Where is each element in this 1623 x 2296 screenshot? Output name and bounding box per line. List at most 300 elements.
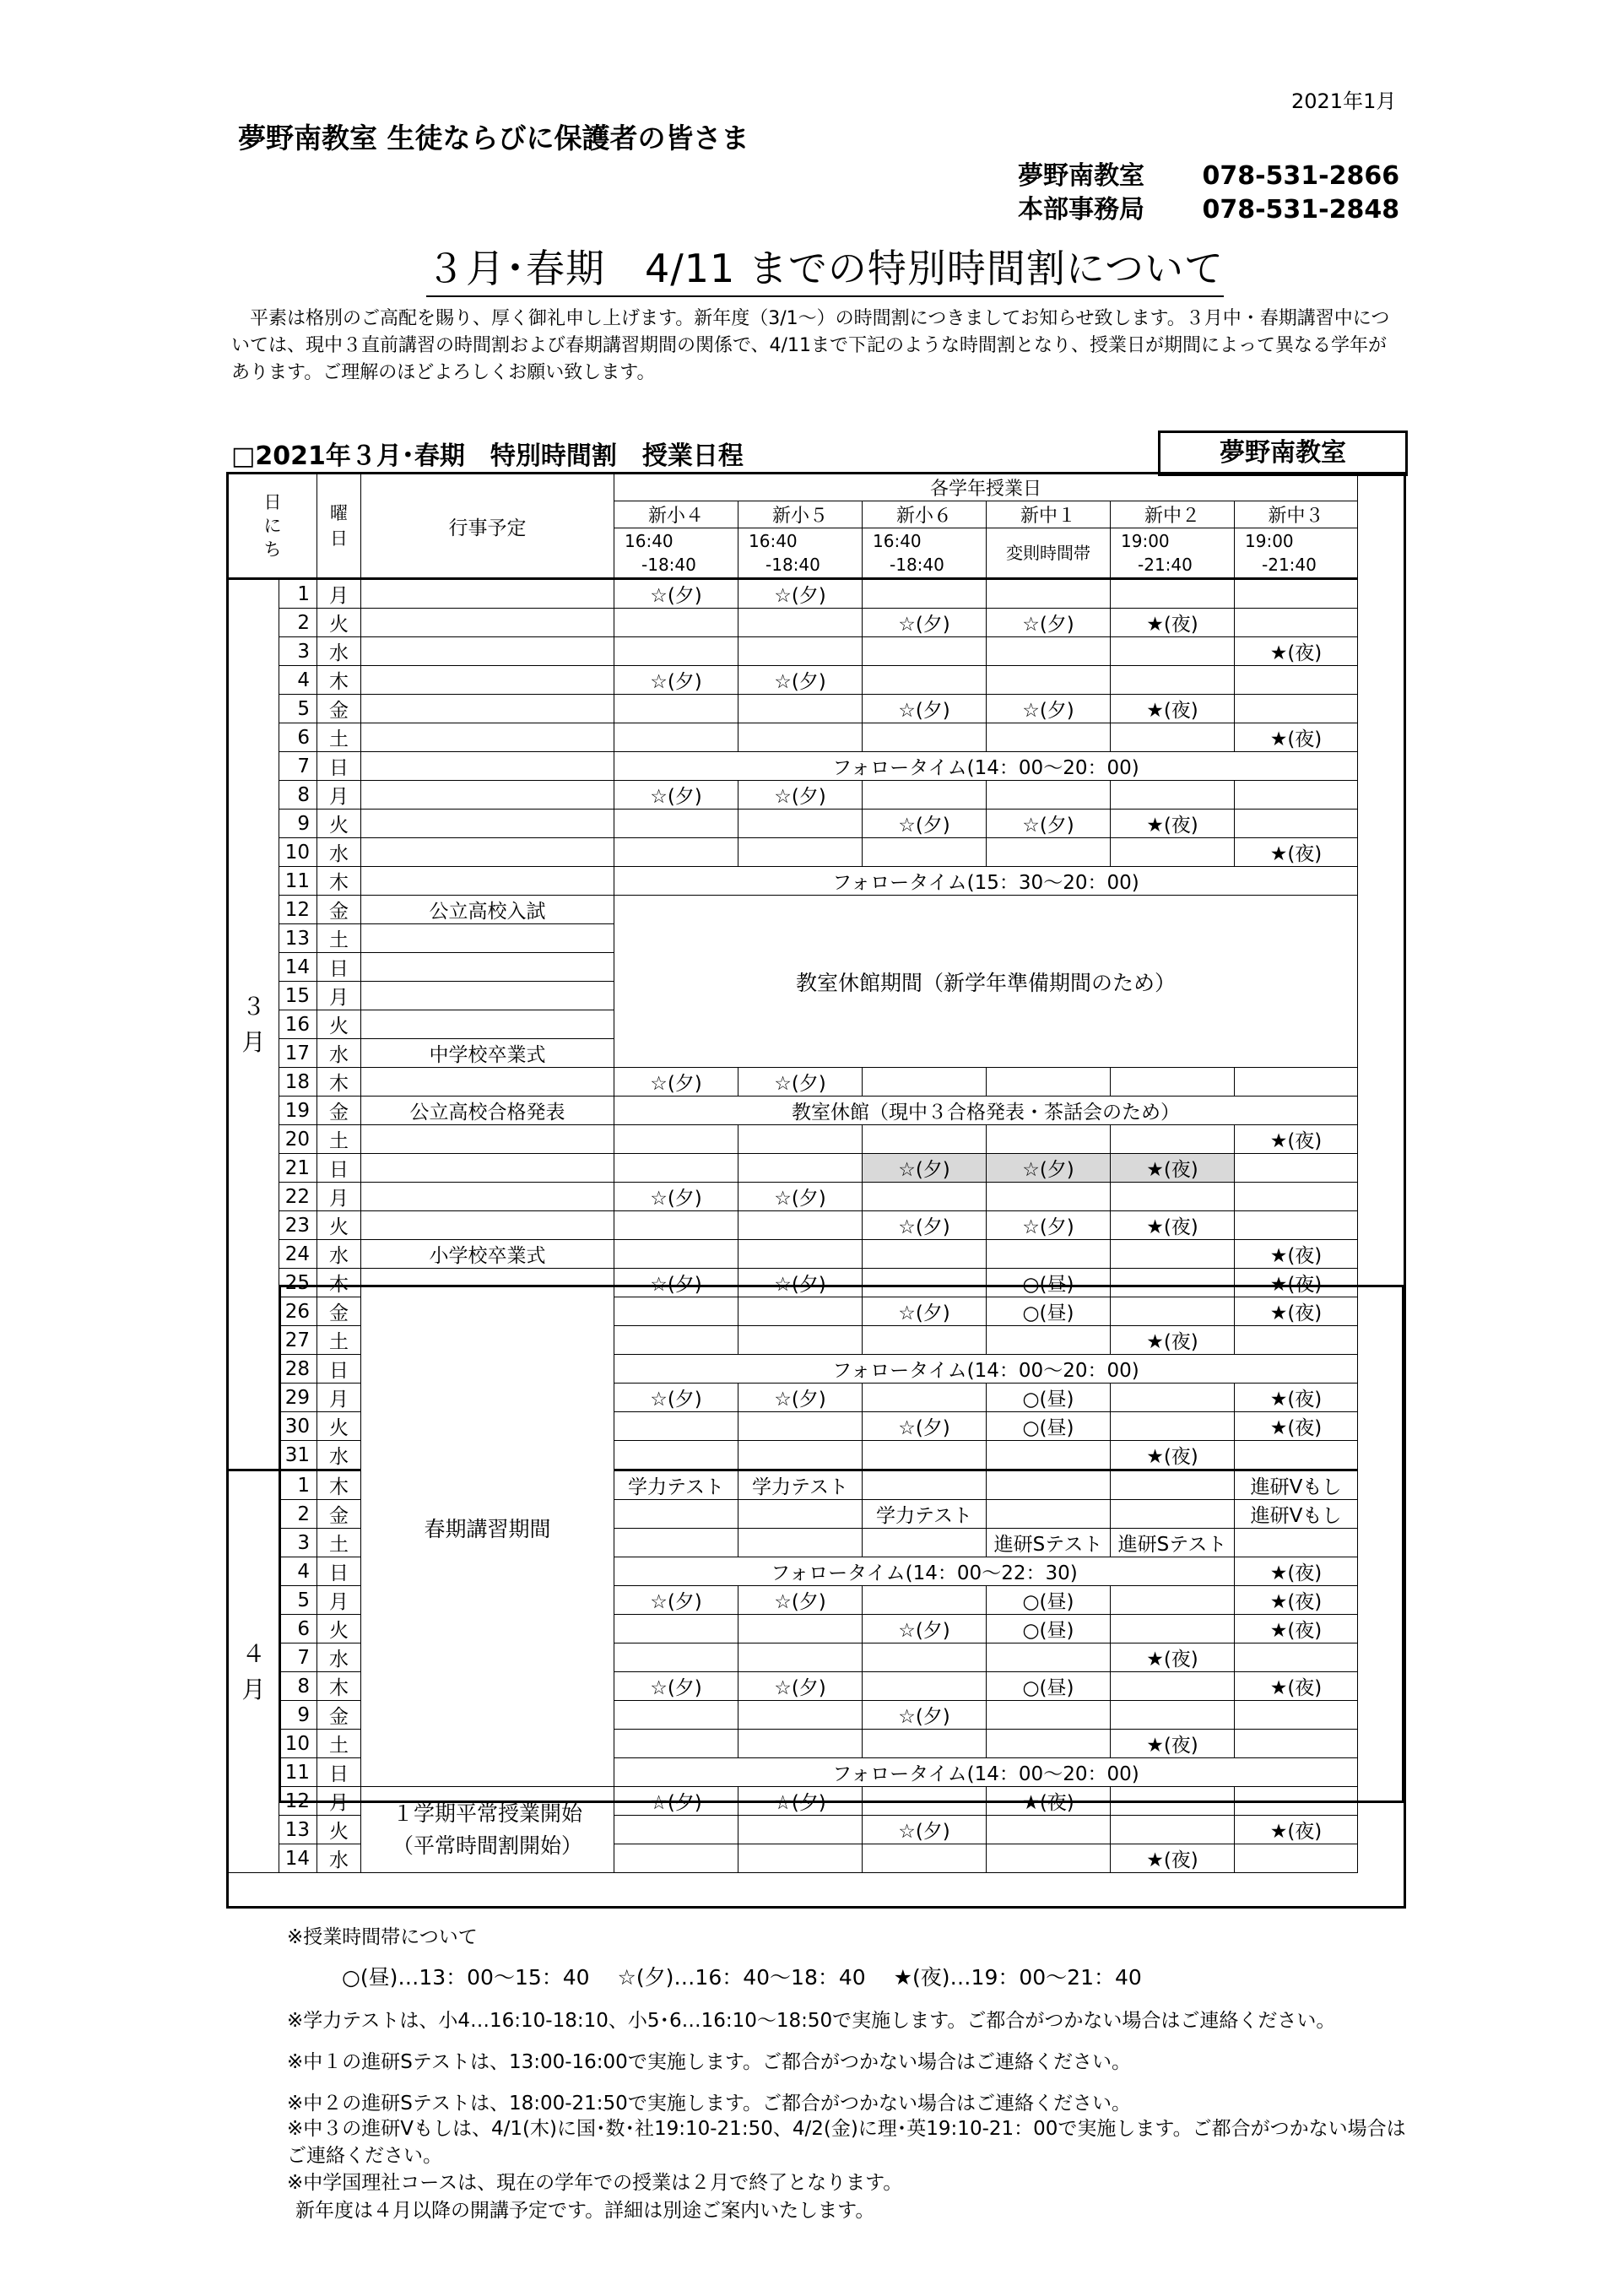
class-slot xyxy=(1111,1672,1235,1701)
weekday: 月 xyxy=(317,579,361,609)
class-slot: ☆(夕) xyxy=(738,1068,863,1097)
class-slot: ☆(夕) xyxy=(738,666,863,695)
class-slot: ☆(夕) xyxy=(738,1183,863,1211)
class-slot: ★(夜) xyxy=(1235,637,1358,666)
class-slot xyxy=(863,1125,987,1154)
class-slot xyxy=(738,609,863,637)
class-slot: ☆(夕) xyxy=(614,1787,738,1816)
day-number: 29 xyxy=(279,1384,317,1412)
class-slot xyxy=(738,1701,863,1730)
class-slot xyxy=(1111,1615,1235,1643)
contact-label: 本部事務局 xyxy=(1018,195,1144,225)
class-slot xyxy=(614,1240,738,1269)
weekday: 木 xyxy=(317,867,361,896)
span-note: 教室休館（現中３合格発表・茶話会のため） xyxy=(614,1097,1358,1125)
day-number: 7 xyxy=(279,752,317,781)
class-slot: ★(夜) xyxy=(1235,1269,1358,1297)
class-slot xyxy=(738,1730,863,1758)
event-term-start: １学期平常授業開始 （平常時間割開始） xyxy=(361,1787,614,1873)
day-number: 11 xyxy=(279,867,317,896)
day-number: 6 xyxy=(279,1615,317,1643)
day-number: 4 xyxy=(279,666,317,695)
day-number: 25 xyxy=(279,1269,317,1297)
class-slot xyxy=(614,1441,738,1470)
class-slot xyxy=(1111,1787,1235,1816)
class-slot: ☆(夕) xyxy=(614,781,738,810)
class-slot xyxy=(614,1701,738,1730)
class-slot: ☆(夕) xyxy=(987,1211,1111,1240)
class-slot xyxy=(987,1068,1111,1097)
closed-period: 教室休館期間（新学年準備期間のため） xyxy=(614,896,1358,1068)
weekday: 月 xyxy=(317,1183,361,1211)
class-slot xyxy=(1111,1240,1235,1269)
day-number: 30 xyxy=(279,1412,317,1441)
class-slot xyxy=(614,1615,738,1643)
day-number: 28 xyxy=(279,1355,317,1384)
weekday: 日 xyxy=(317,1154,361,1183)
class-slot xyxy=(614,695,738,723)
class-slot xyxy=(987,838,1111,867)
class-slot xyxy=(738,1412,863,1441)
class-slot: ☆(夕) xyxy=(863,1211,987,1240)
event-cell: 小学校卒業式 xyxy=(361,1240,614,1269)
class-slot xyxy=(614,723,738,752)
class-slot xyxy=(987,781,1111,810)
weekday: 月 xyxy=(317,1787,361,1816)
event-cell: 中学校卒業式 xyxy=(361,1039,614,1068)
class-slot: ○(昼) xyxy=(987,1384,1111,1412)
class-slot: ★(夜) xyxy=(1235,1672,1358,1701)
class-slot xyxy=(987,1441,1111,1470)
weekday: 火 xyxy=(317,1615,361,1643)
class-slot xyxy=(863,1529,987,1557)
class-slot: ★(夜) xyxy=(1111,810,1235,838)
class-slot xyxy=(738,1125,863,1154)
header-weekday: 曜 日 xyxy=(317,474,361,579)
span-note: フォロータイム(14：00～20：00) xyxy=(614,1355,1358,1384)
event-cell xyxy=(361,1183,614,1211)
day-number: 4 xyxy=(279,1557,317,1586)
class-slot: ☆(夕) xyxy=(614,1183,738,1211)
class-slot: ☆(夕) xyxy=(738,1672,863,1701)
class-slot xyxy=(1235,1326,1358,1355)
issue-date: 2021年1月 xyxy=(1291,89,1397,113)
class-slot xyxy=(1235,1154,1358,1183)
schedule-row xyxy=(229,896,1358,924)
class-slot: ☆(夕) xyxy=(987,695,1111,723)
class-slot xyxy=(1111,666,1235,695)
class-slot xyxy=(1111,838,1235,867)
class-slot xyxy=(987,579,1111,609)
class-slot: ☆(夕) xyxy=(738,1586,863,1615)
schedule-row xyxy=(229,781,1358,810)
class-slot xyxy=(738,838,863,867)
class-slot: ☆(夕) xyxy=(614,1068,738,1097)
event-cell: 公立高校入試 xyxy=(361,896,614,924)
weekday: 土 xyxy=(317,1529,361,1557)
weekday: 月 xyxy=(317,982,361,1010)
time-header: 16:40 -18:40 xyxy=(614,528,738,579)
weekday: 火 xyxy=(317,1010,361,1039)
weekday: 火 xyxy=(317,1816,361,1844)
weekday: 水 xyxy=(317,838,361,867)
weekday: 金 xyxy=(317,1701,361,1730)
event-cell xyxy=(361,953,614,982)
class-slot xyxy=(1111,579,1235,609)
class-slot: ☆(夕) xyxy=(614,1672,738,1701)
weekday: 土 xyxy=(317,723,361,752)
event-cell xyxy=(361,1125,614,1154)
weekday: 日 xyxy=(317,1355,361,1384)
class-slot xyxy=(614,1154,738,1183)
intro-text: 平素は格別のご高配を賜り、厚く御礼申し上げます。新年度（3/1～）の時間割につきましてお知らせ致します。３月中・春期講習中については、現中３直前講習の時間割および春期講習期間の関係で、4/11まで下記のような時間割となり、授業日が期間によって異なる学年があります。ご理解のほどよろしくお願い致します。 xyxy=(231,308,1390,383)
day-number: 2 xyxy=(279,609,317,637)
class-slot xyxy=(863,637,987,666)
class-slot: ★(夜) xyxy=(1111,1643,1235,1672)
class-slot: ☆(夕) xyxy=(614,1269,738,1297)
event-cell xyxy=(361,838,614,867)
class-slot: ★(夜) xyxy=(1111,1844,1235,1873)
day-number: 17 xyxy=(279,1039,317,1068)
class-slot xyxy=(987,1240,1111,1269)
class-slot xyxy=(738,1297,863,1326)
class-slot xyxy=(1235,781,1358,810)
event-cell xyxy=(361,752,614,781)
schedule-row xyxy=(229,723,1358,752)
weekday: 土 xyxy=(317,1730,361,1758)
class-slot xyxy=(987,1643,1111,1672)
event-cell xyxy=(361,695,614,723)
header-event: 行事予定 xyxy=(361,474,614,579)
class-slot: ★(夜) xyxy=(1235,1240,1358,1269)
class-slot xyxy=(987,637,1111,666)
class-slot xyxy=(738,1844,863,1873)
class-slot xyxy=(863,1441,987,1470)
class-slot xyxy=(738,1529,863,1557)
class-slot xyxy=(863,1643,987,1672)
class-slot xyxy=(863,1183,987,1211)
time-header: 変則時間帯 xyxy=(987,528,1111,579)
class-slot xyxy=(863,1384,987,1412)
class-slot: ☆(夕) xyxy=(863,1412,987,1441)
day-number: 14 xyxy=(279,953,317,982)
class-slot xyxy=(1235,1441,1358,1470)
class-slot xyxy=(863,781,987,810)
class-slot xyxy=(738,1816,863,1844)
class-slot xyxy=(863,1068,987,1097)
class-slot: ☆(夕) xyxy=(863,695,987,723)
schedule-row xyxy=(229,752,1358,781)
class-slot xyxy=(863,1470,987,1500)
class-slot: ☆(夕) xyxy=(863,609,987,637)
class-slot: 学力テスト xyxy=(614,1470,738,1500)
class-slot: ★(夜) xyxy=(1111,1154,1235,1183)
day-number: 31 xyxy=(279,1441,317,1470)
contact-classroom xyxy=(1018,154,1399,192)
schedule-row xyxy=(229,1269,1358,1297)
grade-header: 新中２ xyxy=(1111,501,1235,528)
weekday: 月 xyxy=(317,1384,361,1412)
class-slot xyxy=(987,723,1111,752)
day-number: 19 xyxy=(279,1097,317,1125)
class-slot xyxy=(1111,1470,1235,1500)
weekday: 土 xyxy=(317,924,361,953)
class-slot xyxy=(987,1183,1111,1211)
event-cell xyxy=(361,810,614,838)
schedule-row xyxy=(229,838,1358,867)
class-slot xyxy=(1111,781,1235,810)
class-slot: ★(夜) xyxy=(1111,609,1235,637)
class-slot: 進研Sテスト xyxy=(1111,1529,1235,1557)
event-cell xyxy=(361,723,614,752)
schedule-row xyxy=(229,579,1358,609)
schedule-row xyxy=(229,1240,1358,1269)
class-slot xyxy=(863,1730,987,1758)
class-slot xyxy=(1111,1701,1235,1730)
class-slot xyxy=(1235,609,1358,637)
weekday: 水 xyxy=(317,1643,361,1672)
class-slot xyxy=(738,1643,863,1672)
event-cell xyxy=(361,666,614,695)
weekday: 水 xyxy=(317,1844,361,1873)
span-note: フォロータイム(14：00～22：30) xyxy=(614,1557,1235,1586)
span-note: フォロータイム(14：00～20：00) xyxy=(614,1758,1358,1787)
class-slot xyxy=(614,1816,738,1844)
class-slot xyxy=(1235,579,1358,609)
day-number: 2 xyxy=(279,1500,317,1529)
class-slot xyxy=(738,723,863,752)
class-slot xyxy=(614,1500,738,1529)
event-cell xyxy=(361,982,614,1010)
span-note: フォロータイム(14：00～20：00) xyxy=(614,752,1358,781)
class-slot: ★(夜) xyxy=(1111,1326,1235,1355)
class-slot: ☆(夕) xyxy=(987,810,1111,838)
class-slot: 学力テスト xyxy=(738,1470,863,1500)
day-number: 15 xyxy=(279,982,317,1010)
page-title: ３月･春期 4/11 までの特別時間割について xyxy=(426,238,1224,297)
weekday: 金 xyxy=(317,695,361,723)
class-slot: ○(昼) xyxy=(987,1269,1111,1297)
class-slot xyxy=(738,1441,863,1470)
school-name-box: 夢野南教室 xyxy=(1158,430,1408,476)
schedule-row xyxy=(229,1154,1358,1183)
note-new-year-course: 新年度は４月以降の開講予定です。詳細は別途ご案内いたします。 xyxy=(295,2200,875,2222)
class-slot xyxy=(987,1701,1111,1730)
weekday: 土 xyxy=(317,1326,361,1355)
weekday: 月 xyxy=(317,781,361,810)
day-number: 1 xyxy=(279,579,317,609)
class-slot xyxy=(1235,1844,1358,1873)
class-slot: ★(夜) xyxy=(1111,695,1235,723)
class-slot: ★(夜) xyxy=(1111,1211,1235,1240)
class-slot xyxy=(614,1125,738,1154)
class-slot: ★(夜) xyxy=(1235,1557,1358,1586)
class-slot xyxy=(987,1730,1111,1758)
day-number: 14 xyxy=(279,1844,317,1873)
grade-header: 新小５ xyxy=(738,501,863,528)
class-slot xyxy=(987,1844,1111,1873)
class-slot xyxy=(738,1615,863,1643)
contact-office xyxy=(1018,188,1399,225)
class-slot xyxy=(863,723,987,752)
schedule-row xyxy=(229,609,1358,637)
class-slot xyxy=(1111,723,1235,752)
class-slot: ☆(夕) xyxy=(863,1615,987,1643)
class-slot xyxy=(987,1816,1111,1844)
class-slot xyxy=(863,1787,987,1816)
day-number: 10 xyxy=(279,1730,317,1758)
schedule-row xyxy=(229,1183,1358,1211)
schedule-title: □2021年３月･春期 特別時間割 授業日程 xyxy=(231,441,744,471)
class-slot xyxy=(738,637,863,666)
class-slot: ☆(夕) xyxy=(614,666,738,695)
class-slot xyxy=(863,579,987,609)
class-slot xyxy=(1235,1529,1358,1557)
day-number: 8 xyxy=(279,1672,317,1701)
weekday: 木 xyxy=(317,666,361,695)
weekday: 月 xyxy=(317,1586,361,1615)
grade-header: 新小６ xyxy=(863,501,987,528)
day-number: 5 xyxy=(279,1586,317,1615)
class-slot: ☆(夕) xyxy=(738,579,863,609)
day-number: 9 xyxy=(279,810,317,838)
day-number: 24 xyxy=(279,1240,317,1269)
weekday: 金 xyxy=(317,1500,361,1529)
class-slot: ☆(夕) xyxy=(863,810,987,838)
class-slot xyxy=(1111,1183,1235,1211)
class-slot xyxy=(1235,695,1358,723)
weekday: 日 xyxy=(317,752,361,781)
class-slot xyxy=(863,1269,987,1297)
schedule-row xyxy=(229,1097,1358,1125)
day-number: 12 xyxy=(279,1787,317,1816)
weekday: 木 xyxy=(317,1672,361,1701)
span-note: フォロータイム(15：30～20：00) xyxy=(614,867,1358,896)
day-number: 20 xyxy=(279,1125,317,1154)
weekday: 火 xyxy=(317,1412,361,1441)
day-number: 12 xyxy=(279,896,317,924)
class-slot: ○(昼) xyxy=(987,1586,1111,1615)
class-slot xyxy=(614,637,738,666)
class-slot xyxy=(1235,1068,1358,1097)
class-slot xyxy=(1111,1068,1235,1097)
class-slot xyxy=(987,1470,1111,1500)
class-slot: ☆(夕) xyxy=(738,781,863,810)
weekday: 火 xyxy=(317,810,361,838)
class-slot xyxy=(863,1326,987,1355)
class-slot: ★(夜) xyxy=(1235,723,1358,752)
day-number: 9 xyxy=(279,1701,317,1730)
event-cell xyxy=(361,1154,614,1183)
day-number: 11 xyxy=(279,1758,317,1787)
class-slot: ☆(夕) xyxy=(614,1384,738,1412)
greeting: 夢野南教室 生徒ならびに保護者の皆さま xyxy=(238,122,749,154)
class-slot: ○(昼) xyxy=(987,1615,1111,1643)
class-slot xyxy=(987,666,1111,695)
class-slot: ★(夜) xyxy=(987,1787,1111,1816)
event-cell xyxy=(361,609,614,637)
note-s-test-jh2: ※中２の進研Sテストは、18:00-21:50で実施します。ご都合がつかない場合はご連絡ください。 xyxy=(287,2093,1131,2115)
class-slot xyxy=(863,1586,987,1615)
class-slot: ☆(夕) xyxy=(614,1586,738,1615)
class-slot xyxy=(1235,1730,1358,1758)
intro-paragraph xyxy=(231,306,1404,387)
class-slot xyxy=(614,1643,738,1672)
class-slot xyxy=(614,838,738,867)
note-academic-test: ※学力テストは、小4…16:10-18:10、小5･6…16:10～18:50で実施します。ご都合がつかない場合はご連絡ください。 xyxy=(287,2010,1336,2032)
class-slot xyxy=(1111,1297,1235,1326)
event-cell xyxy=(361,781,614,810)
weekday: 火 xyxy=(317,609,361,637)
day-number: 16 xyxy=(279,1010,317,1039)
class-slot xyxy=(1235,1643,1358,1672)
note-time-heading: ※授業時間帯について xyxy=(287,1926,478,1948)
time-header: 19:00 -21:40 xyxy=(1111,528,1235,579)
event-cell xyxy=(361,867,614,896)
class-slot xyxy=(738,1240,863,1269)
class-slot: ○(昼) xyxy=(987,1672,1111,1701)
class-slot xyxy=(1111,1412,1235,1441)
class-slot xyxy=(1111,1125,1235,1154)
event-cell xyxy=(361,637,614,666)
class-slot: 進研Vもし xyxy=(1235,1470,1358,1500)
event-cell xyxy=(361,1010,614,1039)
class-slot: ☆(夕) xyxy=(863,1701,987,1730)
weekday: 金 xyxy=(317,896,361,924)
day-number: 26 xyxy=(279,1297,317,1326)
class-slot xyxy=(1235,1787,1358,1816)
day-number: 22 xyxy=(279,1183,317,1211)
schedule-row xyxy=(229,637,1358,666)
day-number: 13 xyxy=(279,1816,317,1844)
class-slot: ☆(夕) xyxy=(863,1297,987,1326)
class-slot xyxy=(1111,1500,1235,1529)
weekday: 金 xyxy=(317,1297,361,1326)
class-slot: ★(夜) xyxy=(1235,1586,1358,1615)
class-slot: ☆(夕) xyxy=(738,1269,863,1297)
class-slot: ☆(夕) xyxy=(863,1154,987,1183)
schedule-table xyxy=(228,474,1358,1873)
note-time-slots: ○(昼)…13：00～15：40 ☆(夕)…16：40～18：40 ★(夜)…19：00～21：40 xyxy=(342,1965,1142,1990)
class-slot: ☆(夕) xyxy=(738,1384,863,1412)
weekday: 土 xyxy=(317,1125,361,1154)
day-number: 18 xyxy=(279,1068,317,1097)
contact-label: 夢野南教室 xyxy=(1018,161,1144,191)
month-april: ４ 月 xyxy=(229,1470,279,1873)
weekday: 水 xyxy=(317,637,361,666)
day-number: 8 xyxy=(279,781,317,810)
class-slot: ★(夜) xyxy=(1235,838,1358,867)
event-spring-course: 春期講習期間 xyxy=(361,1269,614,1787)
weekday: 金 xyxy=(317,1097,361,1125)
class-slot xyxy=(738,1500,863,1529)
day-number: 6 xyxy=(279,723,317,752)
contact-phone: 078-531-2848 xyxy=(1202,195,1400,225)
time-header: 16:40 -18:40 xyxy=(738,528,863,579)
day-number: 3 xyxy=(279,1529,317,1557)
class-slot xyxy=(738,1326,863,1355)
day-number: 13 xyxy=(279,924,317,953)
day-number: 3 xyxy=(279,637,317,666)
event-cell xyxy=(361,1068,614,1097)
note-s-test-jh1: ※中１の進研Sテストは、13:00-16:00で実施します。ご都合がつかない場合はご連絡ください。 xyxy=(287,2051,1131,2073)
time-header: 19:00 -21:40 xyxy=(1235,528,1358,579)
class-slot: ★(夜) xyxy=(1235,1384,1358,1412)
day-number: 21 xyxy=(279,1154,317,1183)
day-number: 23 xyxy=(279,1211,317,1240)
class-slot: 進研Sテスト xyxy=(987,1529,1111,1557)
schedule-row xyxy=(229,1125,1358,1154)
